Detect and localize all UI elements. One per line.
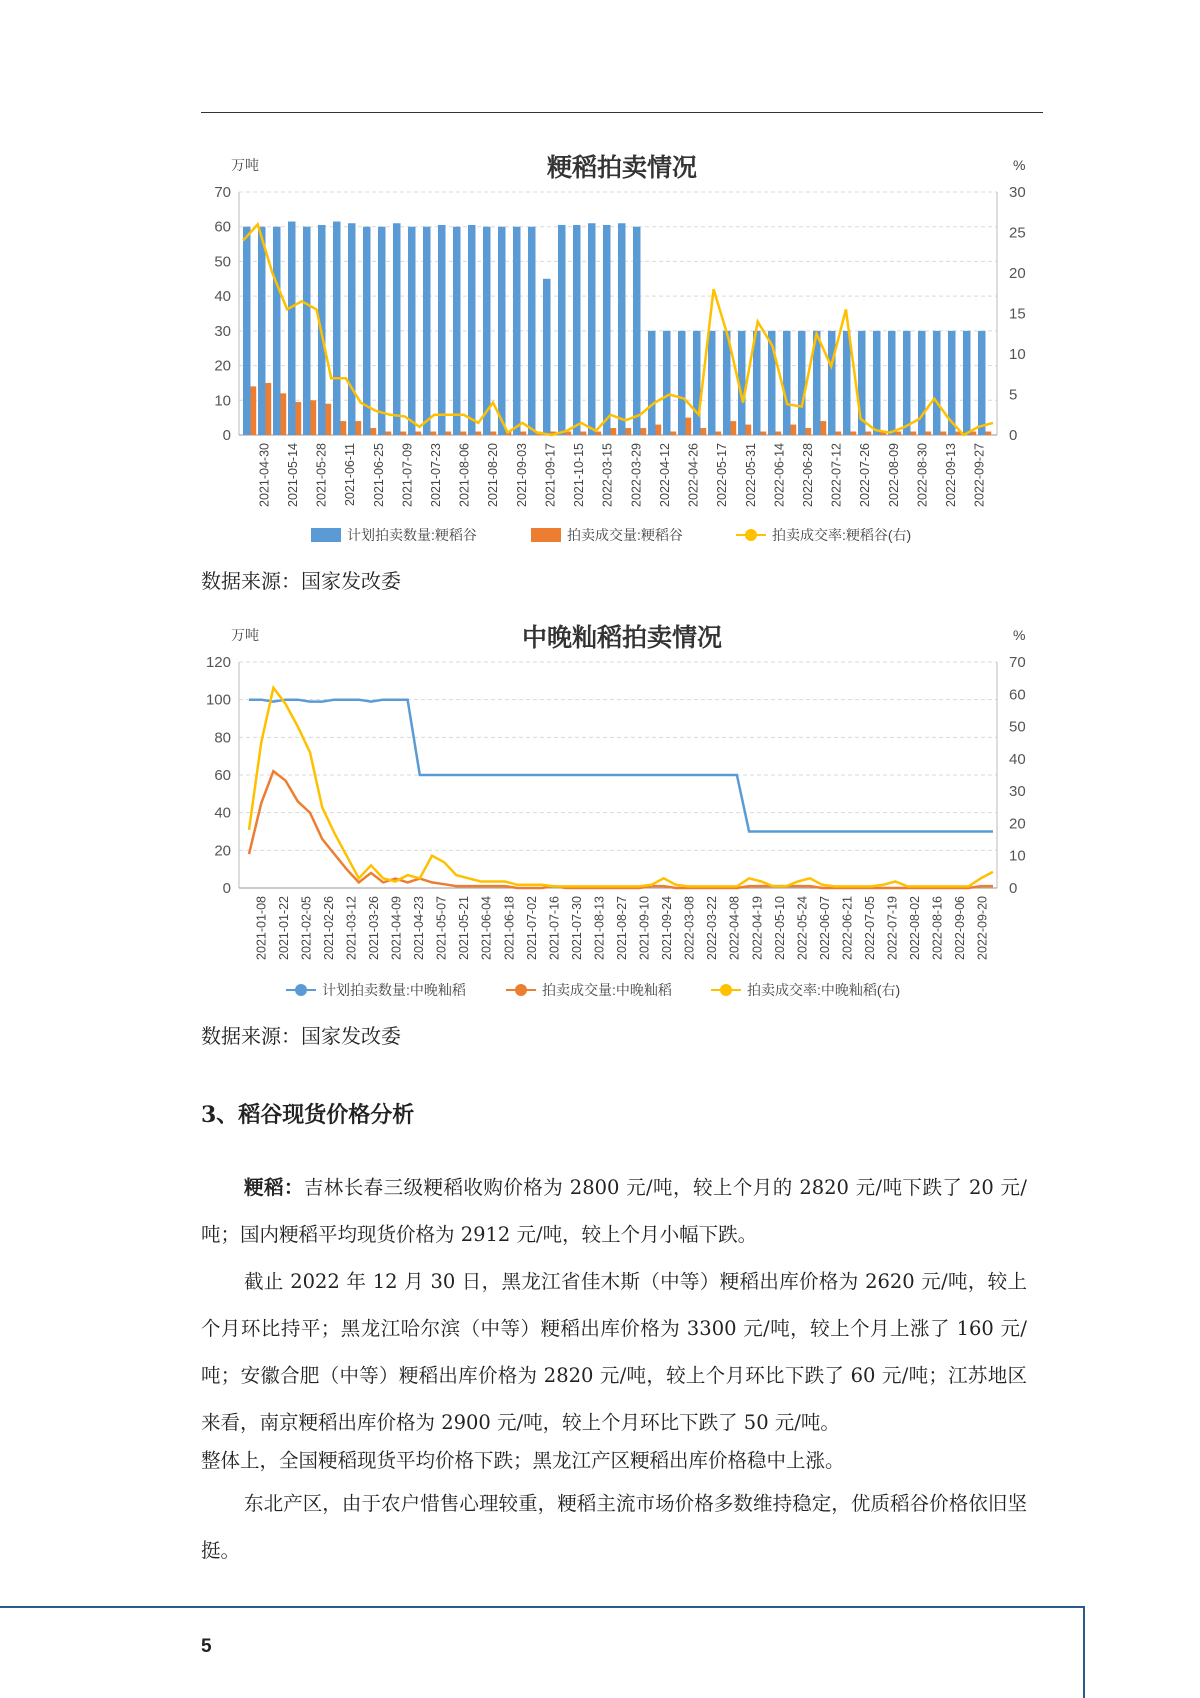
bar-planned [693,331,701,435]
bar-volume [761,432,767,435]
page-number: 5 [201,1636,212,1657]
x-tick-label: 2022-05-31 [743,443,758,507]
bar-planned [513,227,521,435]
bar-planned [243,227,251,435]
x-tick-label: 2022-08-02 [908,896,923,960]
right-tick-label: 50 [1009,718,1026,736]
legend-swatch-dot [720,984,732,996]
left-tick-label: 40 [214,804,231,822]
legend-label: 拍卖成交率:中晚籼稻(右) [747,982,901,998]
legend-label: 计划拍卖数量:粳稻谷 [347,527,477,543]
right-tick-label: 30 [1009,184,1026,201]
x-tick-label: 2022-03-08 [682,896,697,960]
bar-volume [656,425,662,435]
bar-planned [963,331,971,435]
x-tick-label: 2021-03-12 [344,896,359,960]
x-tick-label: 2021-03-26 [367,896,381,960]
right-tick-label: 40 [1009,750,1026,768]
bar-volume [926,432,932,435]
x-tick-label: 2021-02-26 [321,896,336,960]
line-series-2 [249,771,993,888]
x-tick-label: 2022-07-12 [829,443,844,507]
left-tick-label: 0 [222,427,231,444]
bar-volume [461,432,467,435]
bar-volume [821,421,827,435]
bar-volume [341,421,347,435]
x-tick-label: 2022-08-09 [886,443,901,507]
bar-planned [903,331,911,435]
bar-planned [558,225,566,435]
bar-planned [828,331,836,435]
bar-planned [333,222,341,435]
x-tick-label: 2022-09-13 [944,443,959,507]
bar-planned [873,331,881,435]
legend-swatch-dot [295,984,307,996]
header-rule [201,112,1043,113]
bar-volume [416,432,422,435]
bar-planned [543,279,551,435]
x-tick-label: 2021-07-30 [569,896,584,960]
x-tick-label: 2022-06-21 [840,896,855,960]
left-tick-label: 20 [214,357,231,375]
right-tick-label: 10 [1009,847,1026,865]
bar-volume [851,432,857,435]
bar-volume [446,432,452,435]
bar-planned [288,222,296,435]
right-tick-label: 70 [1009,654,1026,671]
bar-volume [431,432,437,435]
legend-swatch [311,528,341,542]
bar-planned [648,331,656,435]
x-tick-label: 2021-01-08 [254,896,269,960]
legend-swatch-dot [745,529,757,541]
line-series-1 [249,700,993,832]
bar-volume [866,432,872,435]
x-tick-label: 2022-09-27 [972,443,987,507]
bar-volume [311,400,317,435]
x-tick-label: 2022-03-29 [629,443,644,507]
right-tick-label: 20 [1009,265,1026,282]
x-tick-label: 2022-07-26 [858,443,873,507]
bar-volume [686,418,692,435]
bar-planned [888,331,896,435]
x-tick-label: 2021-09-17 [543,443,558,507]
chart1-svg [201,140,1043,550]
chart-indica-auction [201,612,1043,1002]
x-tick-label: 2022-04-26 [686,443,701,507]
bar-volume [731,421,737,435]
x-tick-label: 2021-06-18 [502,896,517,960]
x-tick-label: 2021-07-02 [524,896,539,960]
bar-planned [378,227,386,435]
paragraph-1 [201,1164,1027,1258]
right-tick-label: 0 [1009,427,1018,444]
left-axis-unit: 万吨 [231,627,259,643]
left-tick-label: 70 [214,184,231,201]
x-tick-label: 2021-06-25 [371,443,386,507]
x-tick-label: 2021-01-22 [276,896,291,960]
legend-label: 拍卖成交量:粳稻谷 [567,527,683,543]
left-tick-label: 0 [222,880,231,897]
right-tick-label: 25 [1009,224,1026,242]
bar-planned [573,225,581,435]
x-tick-label: 2021-09-10 [637,896,652,960]
paragraph-1-lead: 粳稻： [244,1176,304,1199]
x-tick-label: 2022-09-20 [975,896,990,960]
x-tick-label: 2021-07-23 [429,443,443,507]
paragraph-2: 截止 2022 年 12 月 30 日，黑龙江省佳木斯（中等）粳稻出库价格为 2620 元/吨，较上个月环比持平；黑龙江哈尔滨（中等）粳稻出库价格为 3300 元/吨，较上个月上涨了 160 元/吨；安徽合肥（中等）粳稻出库价格为 2820 元/吨，较上个月环比下跌了 60 元/吨；江苏地区来看，南京粳稻出库价格为 2900 元/吨，较上个月环比下跌了 50 元/吨。 [201,1270,1027,1434]
footer-frame-right [1083,1606,1085,1698]
bar-volume [911,432,917,435]
bar-planned [468,225,476,435]
bar-volume [356,421,362,435]
bar-planned [933,331,941,435]
x-tick-label: 2021-06-11 [343,443,358,507]
left-tick-label: 20 [214,842,231,860]
bar-volume [701,428,707,435]
bar-planned [618,223,626,435]
x-tick-label: 2021-05-28 [314,443,329,507]
x-tick-label: 2022-04-12 [657,443,672,507]
bar-planned [258,227,266,435]
bar-planned [483,227,491,435]
x-tick-label: 2021-10-15 [572,443,587,507]
x-tick-label: 2021-08-27 [615,896,629,960]
x-tick-label: 2021-05-14 [285,443,300,507]
x-tick-label: 2021-07-09 [400,443,415,507]
right-tick-label: 20 [1009,815,1026,833]
footer-frame-top [0,1606,1085,1608]
bar-volume [266,383,272,435]
bar-volume [476,432,482,435]
x-tick-label: 2021-07-16 [547,896,562,960]
bar-volume [326,404,332,435]
legend-label: 计划拍卖数量:中晚籼稻 [322,982,466,998]
chart-title: 中晚籼稻拍卖情况 [521,624,723,652]
x-tick-label: 2021-04-30 [257,443,272,507]
bar-volume [371,428,377,435]
bar-planned [438,225,446,435]
bar-planned [588,223,596,435]
bar-planned [423,227,431,435]
legend-label: 拍卖成交量:中晚籼稻 [542,982,672,998]
bar-volume [716,432,722,435]
paragraph-4: 东北产区，由于农户惜售心理较重，粳稻主流市场价格多数维持稳定，优质稻谷价格依旧坚挺。 [201,1492,1027,1562]
bar-volume [806,428,812,435]
left-axis-unit: 万吨 [231,157,259,173]
x-tick-label: 2021-08-20 [486,443,501,507]
bar-volume [776,432,782,435]
bar-volume [521,432,527,435]
bar-volume [896,432,902,435]
bar-planned [603,225,611,435]
left-tick-label: 80 [214,729,231,747]
left-tick-label: 50 [214,253,231,271]
bar-volume [281,393,287,435]
bar-planned [408,227,416,435]
bar-volume [251,386,257,435]
x-tick-label: 2021-09-24 [660,896,675,960]
x-tick-label: 2022-03-15 [600,443,615,507]
legend-swatch [531,528,561,542]
x-tick-label: 2022-07-05 [863,896,877,960]
bar-volume [941,432,947,435]
bar-volume [386,432,392,435]
bar-planned [633,227,641,435]
bar-planned [453,227,461,435]
paragraph-1-text: 吉林长春三级粳稻收购价格为 2800 元/吨，较上个月的 2820 元/吨下跌了 20 元/吨；国内粳稻平均现货价格为 2912 元/吨，较上个月小幅下跌。 [201,1176,1027,1246]
right-tick-label: 30 [1009,783,1026,801]
right-axis-unit: % [1013,157,1026,173]
x-tick-label: 2021-08-13 [592,896,607,960]
left-tick-label: 120 [205,654,231,671]
legend-label: 拍卖成交率:粳稻谷(右) [772,527,912,543]
right-tick-label: 10 [1009,346,1026,363]
left-tick-label: 10 [214,392,231,410]
x-tick-label: 2022-04-19 [750,896,765,960]
bar-volume [626,428,632,435]
right-tick-label: 5 [1009,386,1018,404]
bar-volume [791,425,797,435]
bar-volume [836,432,842,435]
chart1-source: 数据来源：国家发改委 [201,569,401,593]
x-tick-label: 2022-06-07 [817,896,832,960]
left-tick-label: 30 [214,322,231,340]
right-tick-label: 15 [1009,305,1026,323]
line-series-3 [249,688,993,887]
x-tick-label: 2021-05-07 [434,896,449,960]
bar-planned [708,331,716,435]
right-tick-label: 0 [1009,880,1018,897]
x-tick-label: 2022-07-19 [885,896,900,960]
bar-volume [581,432,587,435]
bar-planned [528,227,536,435]
bar-volume [746,425,752,435]
x-tick-label: 2022-08-16 [930,896,945,960]
x-tick-label: 2021-04-09 [389,896,404,960]
bar-volume [986,432,992,435]
bar-planned [843,331,851,435]
x-tick-label: 2022-08-30 [915,443,930,507]
chart-title: 粳稻拍卖情况 [546,154,698,182]
x-tick-label: 2021-04-23 [412,896,427,960]
bar-volume [491,432,497,435]
bar-planned [303,227,311,435]
section-title: 3、稻谷现货价格分析 [201,1102,415,1128]
left-tick-label: 100 [205,691,231,709]
left-tick-label: 60 [214,767,231,784]
bar-volume [611,428,617,435]
x-tick-label: 2022-06-28 [801,443,815,507]
x-tick-label: 2022-09-06 [953,896,968,960]
left-tick-label: 60 [214,218,231,236]
bar-planned [498,227,506,435]
bar-planned [393,223,401,435]
x-tick-label: 2022-03-22 [705,896,720,960]
bar-planned [783,331,791,435]
bar-planned [798,331,806,435]
chart-japonica-auction [201,140,1043,550]
chart2-source: 数据来源：国家发改委 [201,1024,401,1048]
x-tick-label: 2021-09-03 [514,443,529,507]
bar-planned [273,227,281,435]
chart2-svg [201,612,1043,1002]
legend-swatch-dot [515,984,527,996]
x-tick-label: 2022-05-24 [795,896,810,960]
paragraph-3: 整体上，全国粳稻现货平均价格下跌；黑龙江产区粳稻出库价格稳中上涨。 [201,1449,845,1472]
x-tick-label: 2021-02-05 [299,896,314,960]
right-axis-unit: % [1013,627,1026,643]
x-tick-label: 2022-06-14 [772,443,787,507]
bar-planned [978,331,986,435]
x-tick-label: 2021-08-06 [457,443,472,507]
x-tick-label: 2022-04-08 [727,896,742,960]
left-tick-label: 40 [214,288,231,306]
bar-volume [641,428,647,435]
bar-volume [296,402,302,435]
bar-planned [678,331,686,435]
right-tick-label: 60 [1009,686,1026,704]
x-tick-label: 2021-06-04 [479,896,494,960]
x-tick-label: 2022-05-10 [772,896,787,960]
bar-planned [348,223,356,435]
x-tick-label: 2021-05-21 [457,896,472,960]
bar-planned [663,331,671,435]
bar-volume [671,432,677,435]
bar-volume [401,432,407,435]
x-tick-label: 2022-05-17 [715,443,730,507]
